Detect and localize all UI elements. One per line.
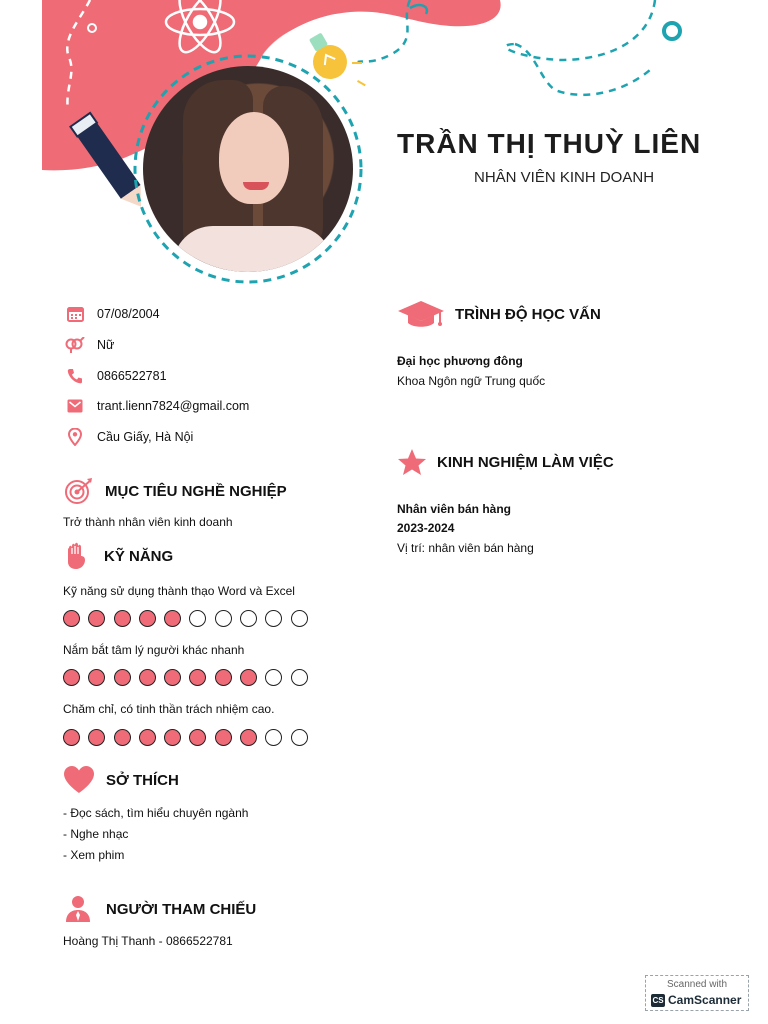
contact-gender [65,335,114,355]
job-period: 2023-2024 [397,521,455,535]
gender-icon [65,336,85,354]
fist-icon [57,541,95,571]
rating-dot-filled [189,669,206,686]
candidate-role: NHÂN VIÊN KINH DOANH [474,169,655,186]
person-icon [59,894,97,924]
graduation-cap-icon [396,299,446,329]
rating-dot-filled [88,669,105,686]
target-icon [62,476,96,506]
mail-icon [65,397,85,415]
contact-phone [65,366,167,386]
rating-dot-filled [139,669,156,686]
watermark-line1: Scanned with [666,979,728,990]
reference-text: Hoàng Thị Thanh - 0866522781 [63,934,233,948]
skill-rating [63,610,316,627]
skill-label: Nắm bắt tâm lý người khác nhanh [63,643,245,657]
rating-dot-filled [88,729,105,746]
hobby-item: - Đọc sách, tìm hiểu chuyên ngành [63,806,249,820]
location-pin-icon [65,428,85,446]
contact-email [65,396,249,416]
skill-label: Chăm chỉ, có tinh thần trách nhiệm cao. [63,702,275,716]
candidate-name: TRẦN THỊ THUỲ LIÊN [397,128,702,159]
star-icon [396,447,428,477]
reference-heading [59,894,256,924]
reference-title: NGƯỜI THAM CHIẾU [106,900,257,918]
rating-dot-filled [63,669,80,686]
email-value: trant.lienn7824@gmail.com [97,399,250,413]
rating-dot-filled [164,669,181,686]
hobbies-heading [61,765,179,795]
watermark-line2: CamScanner [668,993,742,1007]
major-name: Khoa Ngôn ngữ Trung quốc [397,374,546,388]
job-detail: Vị trí: nhân viên bán hàng [397,541,534,555]
rating-dot-filled [114,610,131,627]
rating-dot-empty [265,669,282,686]
objective-heading [62,476,287,506]
hobby-item: - Xem phim [63,848,125,862]
rating-dot-filled [215,729,232,746]
profile-photo [143,66,353,272]
rating-dot-filled [189,729,206,746]
calendar-icon [65,305,85,323]
rating-dot-empty [291,669,308,686]
rating-dot-filled [139,610,156,627]
teal-ring [664,23,680,39]
phone-icon [65,367,85,385]
education-heading [396,299,601,329]
rating-dot-filled [240,669,257,686]
rating-dot-filled [139,729,156,746]
rating-dot-filled [164,610,181,627]
lightbulb-icon [300,28,353,86]
experience-heading [396,447,614,477]
gender-value: Nữ [97,338,115,352]
skills-title: KỸ NĂNG [104,547,174,565]
rating-dot-empty [215,610,232,627]
rating-dot-empty [265,729,282,746]
skills-heading [57,541,173,571]
skill-label: Kỹ năng sử dụng thành thạo Word và Excel [63,584,295,598]
skill-rating [63,669,316,686]
heart-icon [61,765,97,795]
school-name: Đại học phương đông [397,354,523,368]
hobbies-title: SỞ THÍCH [106,771,179,789]
camscanner-logo-icon: CS [652,996,664,1005]
contact-address [65,427,193,447]
rating-dot-filled [240,729,257,746]
rating-dot-filled [164,729,181,746]
skill-rating [63,729,316,746]
experience-title: KINH NGHIỆM LÀM VIỆC [437,453,614,471]
rating-dot-empty [240,610,257,627]
rating-dot-filled [114,729,131,746]
rating-dot-empty [291,729,308,746]
education-title: TRÌNH ĐỘ HỌC VẤN [455,305,601,323]
rating-dot-empty [189,610,206,627]
rating-dot-empty [265,610,282,627]
rating-dot-filled [114,669,131,686]
rating-dot-filled [215,669,232,686]
objective-text: Trở thành nhân viên kinh doanh [63,515,233,529]
rating-dot-filled [63,610,80,627]
camscanner-watermark [645,975,749,1011]
hobby-item: - Nghe nhạc [63,827,129,841]
rating-dot-filled [88,610,105,627]
birthdate-value: 07/08/2004 [97,307,160,321]
address-value: Cầu Giấy, Hà Nội [97,430,194,444]
objective-title: MỤC TIÊU NGHỀ NGHIỆP [105,482,287,500]
rating-dot-empty [291,610,308,627]
phone-value: 0866522781 [97,369,167,383]
contact-birthdate [65,304,160,324]
job-position: Nhân viên bán hàng [397,502,512,516]
rating-dot-filled [63,729,80,746]
